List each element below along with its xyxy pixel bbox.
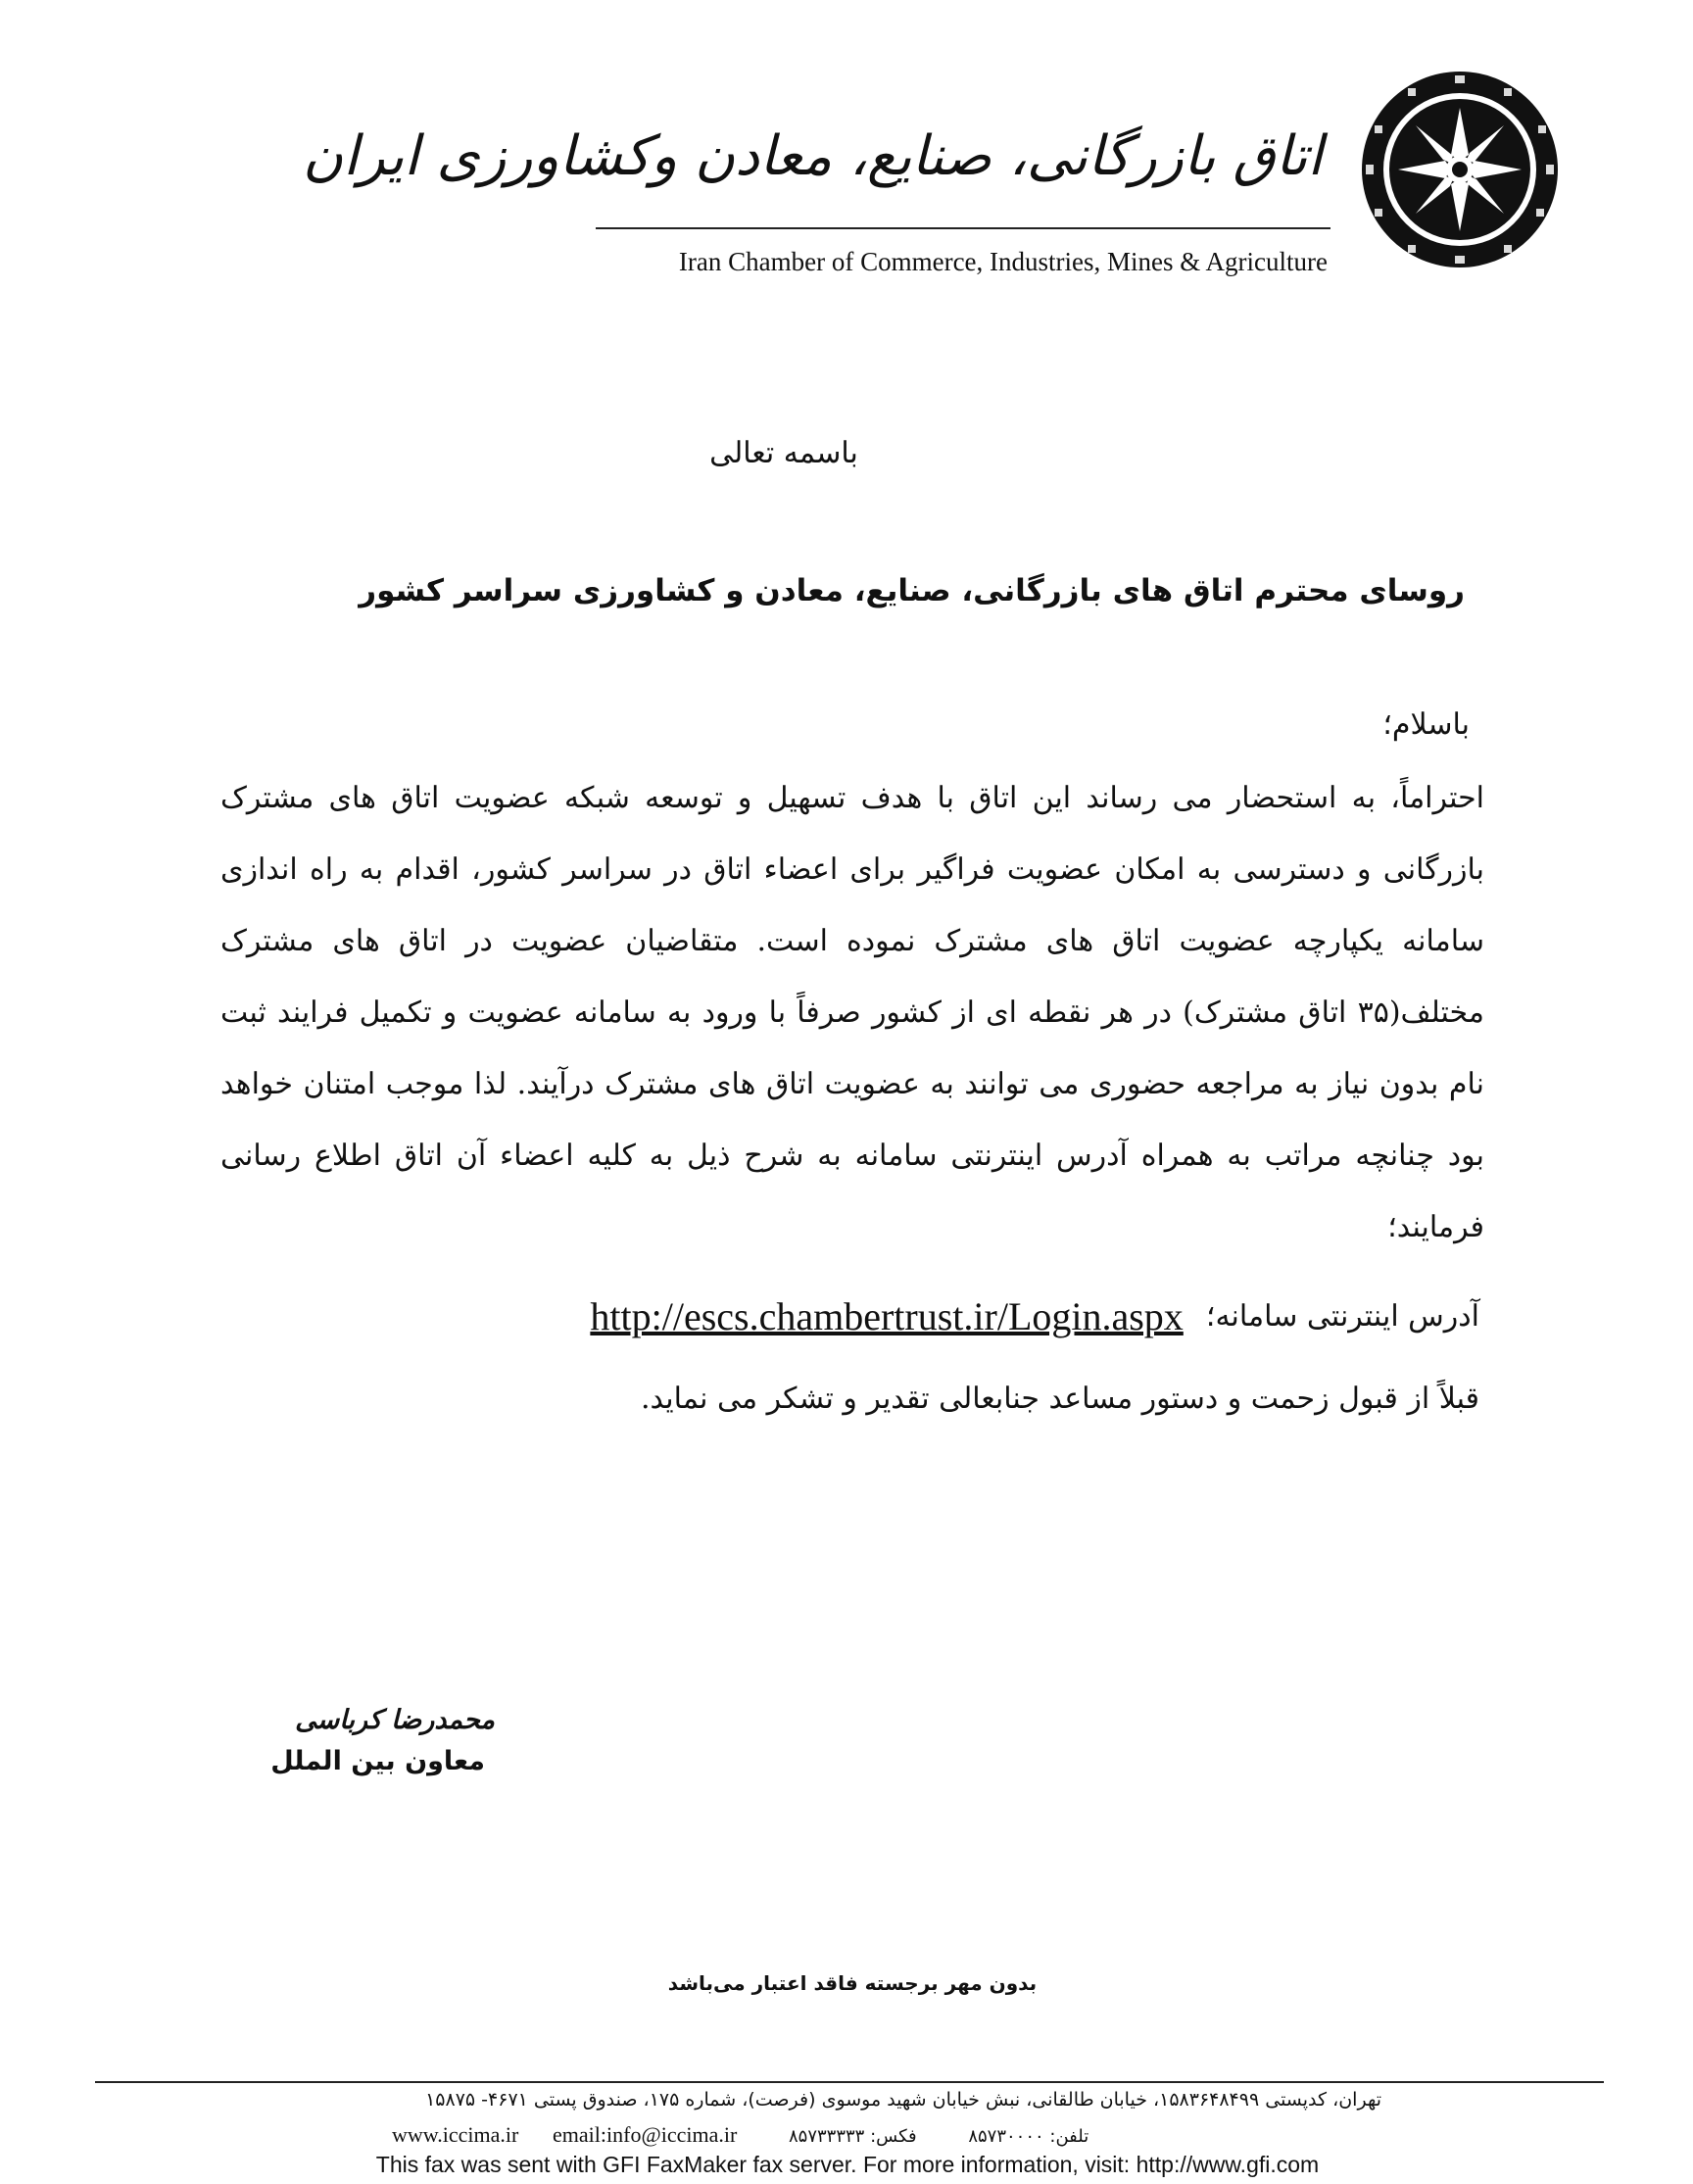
footer-website[interactable]: www.iccima.ir — [392, 2122, 519, 2147]
fax-server-banner: This fax was sent with GFI FaxMaker fax server. For more information, visit: http://www.gfi.com — [375, 2152, 1320, 2177]
signatory-title: معاون بین الملل — [270, 1746, 485, 1776]
basmala-heading: باسمه تعالی — [709, 436, 858, 470]
system-url-link[interactable]: http://escs.chambertrust.ir/Login.aspx — [590, 1294, 1184, 1338]
system-url-row — [441, 1293, 1479, 1352]
org-name-english: Iran Chamber of Commerce, Industries, Mines & Agriculture — [678, 247, 1328, 276]
footer-phone: تلفن: ۸۵۷۳۰۰۰۰ — [968, 2126, 1089, 2147]
closing-line: قبلاً از قبول زحمت و دستور مساعد جنابعالی تقدیر و تشکر می نماید. — [641, 1382, 1479, 1416]
footer-divider — [95, 2081, 1604, 2083]
header-divider — [596, 227, 1330, 229]
url-label: آدرس اینترنتی سامانه؛ — [1205, 1299, 1479, 1334]
salutation: باسلام؛ — [1382, 707, 1470, 742]
chamber-seal-icon — [1357, 67, 1563, 272]
recipient-line: روسای محترم اتاق های بازرگانی، صنایع، معادن و کشاورزی سراسر کشور — [359, 573, 1465, 608]
footer-fax: فکس: ۸۵۷۳۳۳۳۳ — [789, 2126, 917, 2147]
footer-address: تهران، کدپستی ۱۵۸۳۶۴۸۴۹۹، خیابان طالقانی، نبش خیابان شهید موسوی (فرصت)، شماره ۱۷۵، صندوق پستی ۴۶۷۱- ۱۵۸۷۵ — [425, 2089, 1381, 2111]
chamber-seal-logo — [1357, 67, 1563, 272]
footer-contacts — [392, 2122, 1381, 2148]
footer-email[interactable]: email:info@iccima.ir — [553, 2122, 738, 2147]
org-name-persian: اتاق بازرگانی، صنایع، معادن وکشاورزی ایران — [303, 124, 1323, 188]
letter-body-paragraph: احتراماً، به استحضار می رساند این اتاق با هدف تسهیل و توسعه شبکه عضویت اتاق های مشترک بازرگانی و دسترسی به امکان عضویت فراگیر برای اعضاء اتاق در سراسر کشور، اقدام به راه اندازی سامانه یکپارچه عضویت اتاق های مشترک نموده است. متقاضیان عضویت در اتاق های مشترک مختلف(۳۵ اتاق مشترک) در هر نقطه ای از کشور صرفاً با ورود به سامانه عضویت و تکمیل فرایند ثبت نام بدون نیاز به مراجعه حضوری می توانند به عضویت اتاق های مشترک درآیند. لذا موجب امتنان خواهد بود چنانچه مراتب به همراه آدرس اینترنتی سامانه به شرح ذیل به کلیه اعضاء آن اتاق اطلاع رسانی فرمایند؛ — [220, 781, 1484, 1244]
stamp-validity-note: بدون مهر برجسته فاقد اعتبار می‌باشد — [667, 1971, 1038, 1995]
signatory-name: محمدرضا کرباسی — [295, 1705, 495, 1735]
